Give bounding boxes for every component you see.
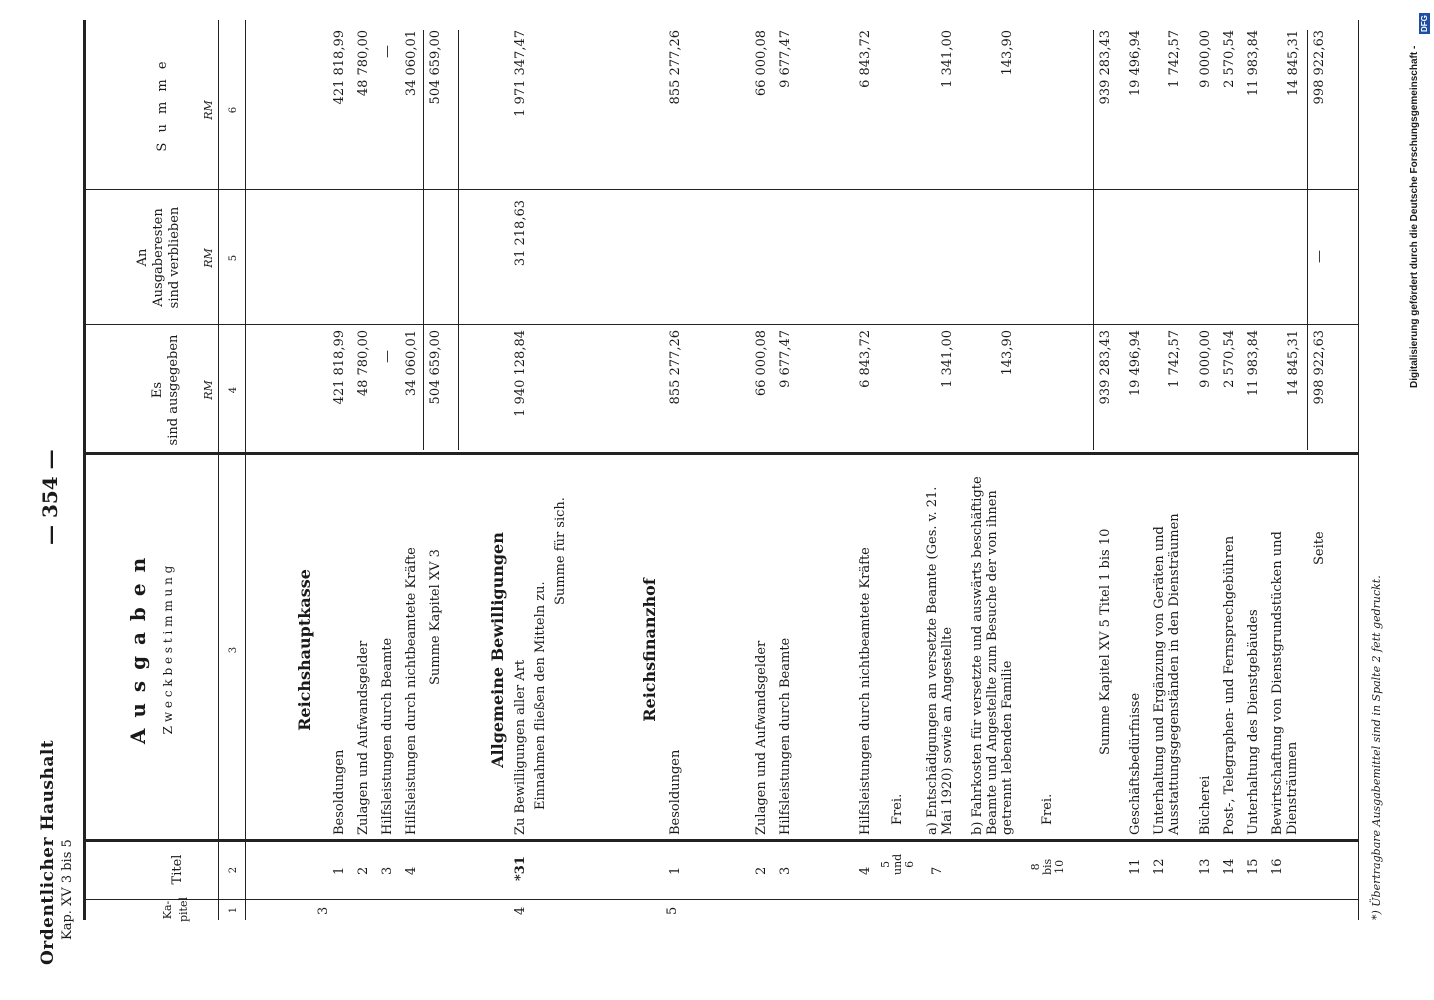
text-5-2: Zulagen und Aufwandsgelder	[754, 640, 769, 835]
unit-col6: RM	[202, 100, 215, 120]
titel-5-14: 14	[1222, 858, 1237, 875]
sum-sum-5a: 939 283,43	[1098, 30, 1113, 105]
titel-5-8-10: 8 bis 10	[1029, 858, 1066, 875]
page-subtitle: Kap. XV 3 bis 5	[60, 839, 75, 940]
col-rule-2	[83, 839, 1358, 842]
text-5-14: Post-, Telegraphen- und Fernsprechgebühren	[1222, 535, 1237, 835]
spent-5-2: 66 000,08	[754, 330, 769, 397]
sum-5-3: 9 677,47	[778, 30, 793, 88]
sum-5-11: 19 496,94	[1128, 30, 1143, 97]
text-5-1: Besoldungen	[668, 749, 683, 835]
col-header-ausgaben: A u s g a b e n	[126, 555, 150, 745]
col-header-titel: Titel	[170, 854, 185, 885]
titel-5-7: 7	[930, 866, 945, 875]
page-title: Ordentlicher Haushalt	[38, 739, 58, 965]
sum-5-7a: 1 341,00	[940, 30, 955, 88]
text-4-note1: Einnahmen fließen den Mitteln zu.	[533, 581, 548, 810]
colnum-1: 1	[228, 906, 239, 914]
titel-5-12: 12	[1152, 858, 1167, 875]
sum-5-14: 2 570,54	[1222, 30, 1237, 88]
titel-4-31: *31	[513, 856, 528, 881]
dfg-logo: DFG	[1420, 15, 1429, 32]
text-5-4: Hilfsleistungen durch nichtbeamtete Kräfte	[858, 547, 873, 835]
text-5-13: Bücherei	[1198, 775, 1213, 835]
titel-5-1: 1	[668, 866, 683, 875]
text-5-frei-b: Frei.	[1040, 793, 1055, 825]
sum-5-16: 14 845,31	[1286, 30, 1301, 97]
col-header-kapitel: Ka- pitel	[161, 896, 190, 922]
spent-5-7a: 1 341,00	[940, 330, 955, 388]
kapitel-4: 4	[513, 906, 528, 915]
spent-4-31: 1 940 128,84	[513, 330, 528, 417]
unit-col5: RM	[202, 248, 215, 268]
sum-5-4: 6 843,72	[858, 30, 873, 88]
col-rule-1	[83, 899, 1358, 900]
text-3-2: Zulagen und Aufwandsgelder	[356, 640, 371, 835]
titel-3-2: 2	[356, 866, 371, 875]
text-5-12: Unterhaltung und Ergänzung von Geräten und Ausstattungsgegenständen in den Diensträumen	[1152, 513, 1182, 835]
text-4-31: Zu Bewilligungen aller Art	[513, 659, 528, 835]
spent-5-4: 6 843,72	[858, 330, 873, 388]
dfg-credit-text: Digitalisierung gefördert durch die Deutsche Forschungsgemeinschaft -	[1409, 45, 1420, 388]
rule-sum-5a	[1093, 30, 1094, 450]
spent-5-11: 19 496,94	[1128, 330, 1143, 397]
rule-page-total	[1307, 30, 1308, 450]
kapitel-5: 5	[665, 906, 680, 915]
sum-5-15: 11 983,84	[1246, 30, 1261, 97]
colnum-2: 2	[228, 866, 239, 874]
table-top-rule	[83, 20, 86, 920]
titel-5-16: 16	[1270, 858, 1285, 875]
spent-5-12: 1 742,57	[1167, 330, 1182, 388]
spent-5-7b: 143,90	[1000, 330, 1015, 376]
rest-seite: —	[1312, 250, 1327, 263]
col-rule-6	[83, 189, 1358, 190]
sum-5-12: 1 742,57	[1167, 30, 1182, 88]
text-sum-3: Summe Kapitel XV 3	[428, 549, 443, 685]
sum-3-3: —	[380, 45, 395, 58]
sum-3-1: 421 818,99	[332, 30, 347, 105]
section-title-allgemeine-bewilligungen: Allgemeine Bewilligungen	[488, 532, 507, 768]
spent-5-3: 9 677,47	[778, 330, 793, 388]
col-header-ausgabereste: An Ausgaberesten sind verblieben	[135, 206, 182, 309]
col-rule-5	[83, 324, 1358, 325]
spent-3-1: 421 818,99	[332, 330, 347, 405]
text-5-7a: a) Entschädigungen an versetzte Beamte (Ges. v. 21. Mai 1920) sowie an Angestellte	[925, 486, 955, 835]
text-sum-5a: Summe Kapitel XV 5 Titel 1 bis 10	[1098, 528, 1113, 755]
table-bottom-rule	[1358, 20, 1359, 920]
text-5-3: Hilfsleistungen durch Beamte	[778, 637, 793, 835]
text-5-16: Bewirtschaftung von Dienstgrundstücken und Diensträumen	[1270, 531, 1300, 835]
spent-3-4: 34 060,01	[404, 330, 419, 397]
spent-5-13: 9 000,00	[1198, 330, 1213, 388]
rest-4-31: 31 218,63	[513, 200, 528, 267]
text-5-15: Unterhaltung des Dienstgebäudes	[1246, 609, 1261, 835]
rotated-ledger-page	[20, 10, 1383, 985]
titel-5-3: 3	[778, 866, 793, 875]
spent-3-3: —	[380, 350, 395, 363]
text-seite: Seite	[1312, 531, 1327, 565]
text-3-1: Besoldungen	[332, 749, 347, 835]
sum-sum-3: 504 659,00	[428, 30, 443, 105]
footnote: *) Übertragbare Ausgabemittel sind in Spalte 2 fett gedruckt.	[1370, 575, 1383, 920]
spent-sum-5a: 939 283,43	[1098, 330, 1113, 405]
sum-5-13: 9 000,00	[1198, 30, 1213, 88]
text-5-7b: b) Fahrkosten für versetzte und auswärts beschäftigte Beamte und Angestellte zum Besuche der von ihnen getrennt lebenden Familie	[970, 476, 1015, 835]
sum-5-1: 855 277,26	[668, 30, 683, 105]
colnum-5: 5	[228, 254, 239, 262]
spent-5-16: 14 845,31	[1286, 330, 1301, 397]
colnum-4: 4	[228, 386, 239, 394]
sum-3-2: 48 780,00	[356, 30, 371, 97]
colnum-6: 6	[228, 106, 239, 114]
spent-5-14: 2 570,54	[1222, 330, 1237, 388]
titel-3-3: 3	[380, 866, 395, 875]
sum-5-7b: 143,90	[1000, 30, 1015, 76]
text-3-3: Hilfsleistungen durch Beamte	[380, 637, 395, 835]
spent-seite: 998 922,63	[1312, 330, 1327, 405]
text-4-note2: Summe für sich.	[553, 497, 568, 605]
sum-3-4: 34 060,01	[404, 30, 419, 97]
titel-5-15: 15	[1246, 858, 1261, 875]
header-bottom-rule	[218, 20, 219, 920]
col-header-zweck: Z w e c k b e s t i m m u n g	[161, 565, 175, 735]
unit-col4: RM	[202, 380, 215, 400]
sum-5-2: 66 000,08	[754, 30, 769, 97]
sum-4-31: 1 971 347,47	[513, 30, 528, 117]
spent-sum-3: 504 659,00	[428, 330, 443, 405]
section-title-reichshauptkasse: Reichshauptkasse	[295, 569, 314, 731]
colnum-3: 3	[228, 646, 239, 654]
col-rule-4	[83, 452, 1358, 455]
titel-5-5-6: 5 und 6	[879, 853, 916, 875]
col-header-summe: S u m m e	[155, 58, 170, 152]
spent-3-2: 48 780,00	[356, 330, 371, 397]
titel-5-2: 2	[754, 866, 769, 875]
titel-3-4: 4	[404, 866, 419, 875]
spent-5-1: 855 277,26	[668, 330, 683, 405]
kapitel-3: 3	[316, 906, 331, 915]
titel-5-4: 4	[858, 866, 873, 875]
text-5-11: Geschäftsbedürfnisse	[1128, 692, 1143, 835]
titel-5-11: 11	[1128, 858, 1143, 875]
page-number: — 354 —	[38, 449, 62, 545]
sum-seite: 998 922,63	[1312, 30, 1327, 105]
text-5-frei-a: Frei.	[890, 793, 905, 825]
section-title-reichsfinanzhof: Reichsfinanzhof	[640, 578, 659, 722]
titel-5-13: 13	[1198, 858, 1213, 875]
col-header-ausgegeben: Es sind ausgegeben	[150, 334, 181, 446]
text-3-4: Hilfsleistungen durch nichtbeamtete Kräfte	[404, 547, 419, 835]
colnum-bottom-rule	[245, 20, 246, 920]
titel-3-1: 1	[332, 866, 347, 875]
rule-sec-4	[458, 30, 459, 450]
spent-5-15: 11 983,84	[1246, 330, 1261, 397]
rule-sum-3	[423, 30, 424, 450]
